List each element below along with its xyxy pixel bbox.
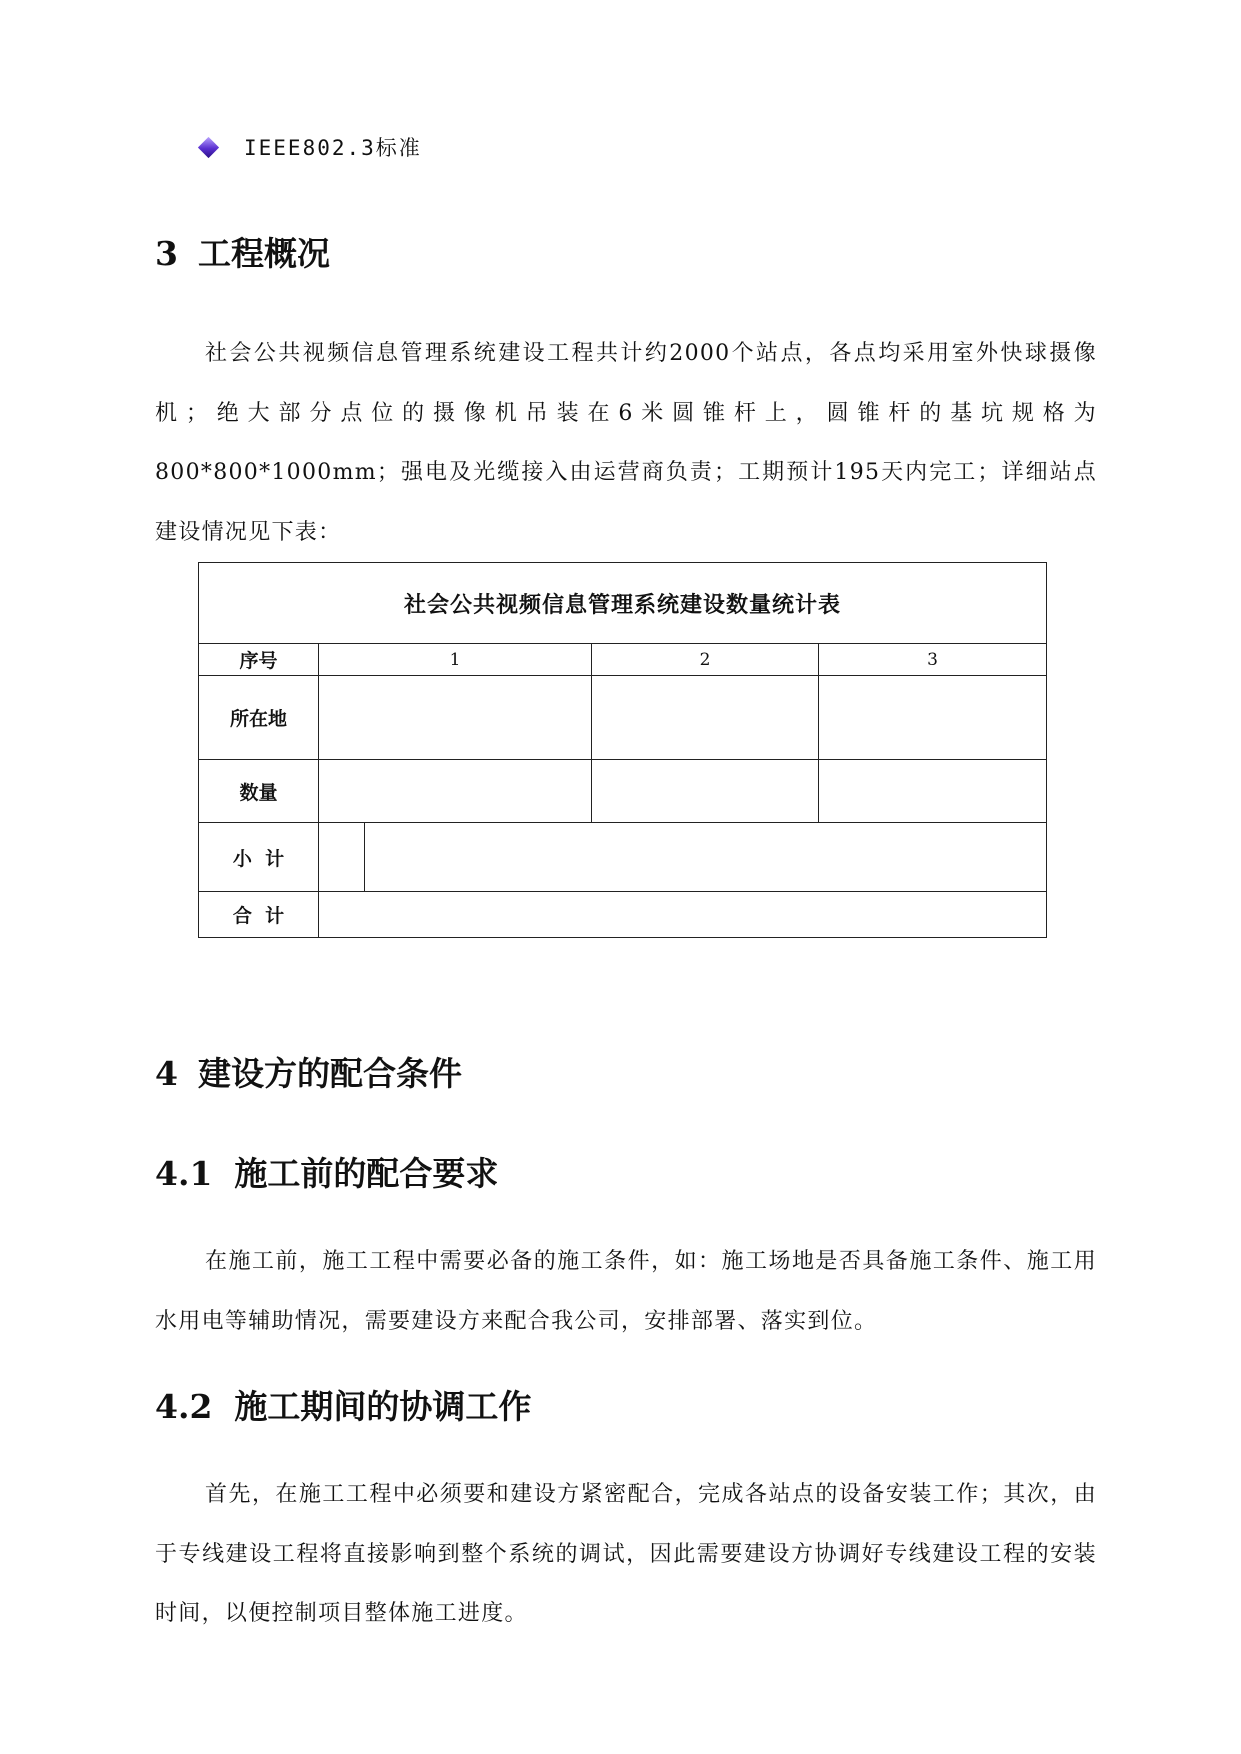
section-number: 4 [155,1054,178,1093]
table-row [199,823,1047,892]
section-4-2-heading [155,1381,531,1428]
table-header-row [199,644,1047,676]
section-4-1-heading [155,1148,498,1195]
table-cell [365,823,1047,892]
section-title: 建设方的配合条件 [197,1054,462,1093]
row-label-location: 所在地 [199,676,319,760]
column-number: 3 [819,644,1047,676]
row-label-quantity: 数量 [199,760,319,823]
section-4-2-paragraph: 首先，在施工工程中必须要和建设方紧密配合，完成各站点的设备安装工作；其次，由于专线建设工程将直接影响到整个系统的调试，因此需要建设方协调好专线建设工程的安装时间，以便控制项目整体施工进度。 [155,1482,1097,1626]
section-number: 4.2 [155,1387,213,1426]
section-title: 施工期间的协调工作 [234,1387,532,1426]
section-number: 4.1 [155,1154,213,1193]
section-4-1-paragraph: 在施工前，施工工程中需要必备的施工条件，如：施工场地是否具备施工条件、施工用水用电等辅助情况，需要建设方来配合我公司，安排部署、落实到位。 [155,1249,1097,1334]
header-label: 序号 [199,644,319,676]
table-cell [319,760,592,823]
table-row [199,892,1047,938]
section-3-heading [155,228,330,275]
row-label-total: 合 计 [199,892,319,938]
table-cell [319,676,592,760]
table-row [199,760,1047,823]
section-4-heading [155,1048,462,1095]
statistics-table [198,562,1047,938]
table-cell [819,760,1047,823]
diamond-bullet-icon [198,136,219,157]
table-cell [319,823,365,892]
column-number: 2 [592,644,819,676]
row-label-subtotal: 小 计 [199,823,319,892]
table-cell [592,760,819,823]
table-title-row [199,563,1047,644]
bullet-text: IEEE802.3标准 [244,136,422,160]
table-cell [592,676,819,760]
section-title: 工程概况 [197,234,330,273]
column-number: 1 [319,644,592,676]
table-title: 社会公共视频信息管理系统建设数量统计表 [199,563,1047,644]
table-cell [319,892,1047,938]
section-3-paragraph: 社会公共视频信息管理系统建设工程共计约2000个站点，各点均采用室外快球摄像机；绝大部分点位的摄像机吊装在6米圆锥杆上，圆锥杆的基坑规格为800*800*1000mm；强电及光缆接入由运营商负责；工期预计195天内完工；详细站点建设情况见下表： [155,341,1097,545]
section-number: 3 [155,234,178,273]
table-cell [819,676,1047,760]
table-row [199,676,1047,760]
section-title: 施工前的配合要求 [234,1154,499,1193]
bullet-item [197,130,422,164]
